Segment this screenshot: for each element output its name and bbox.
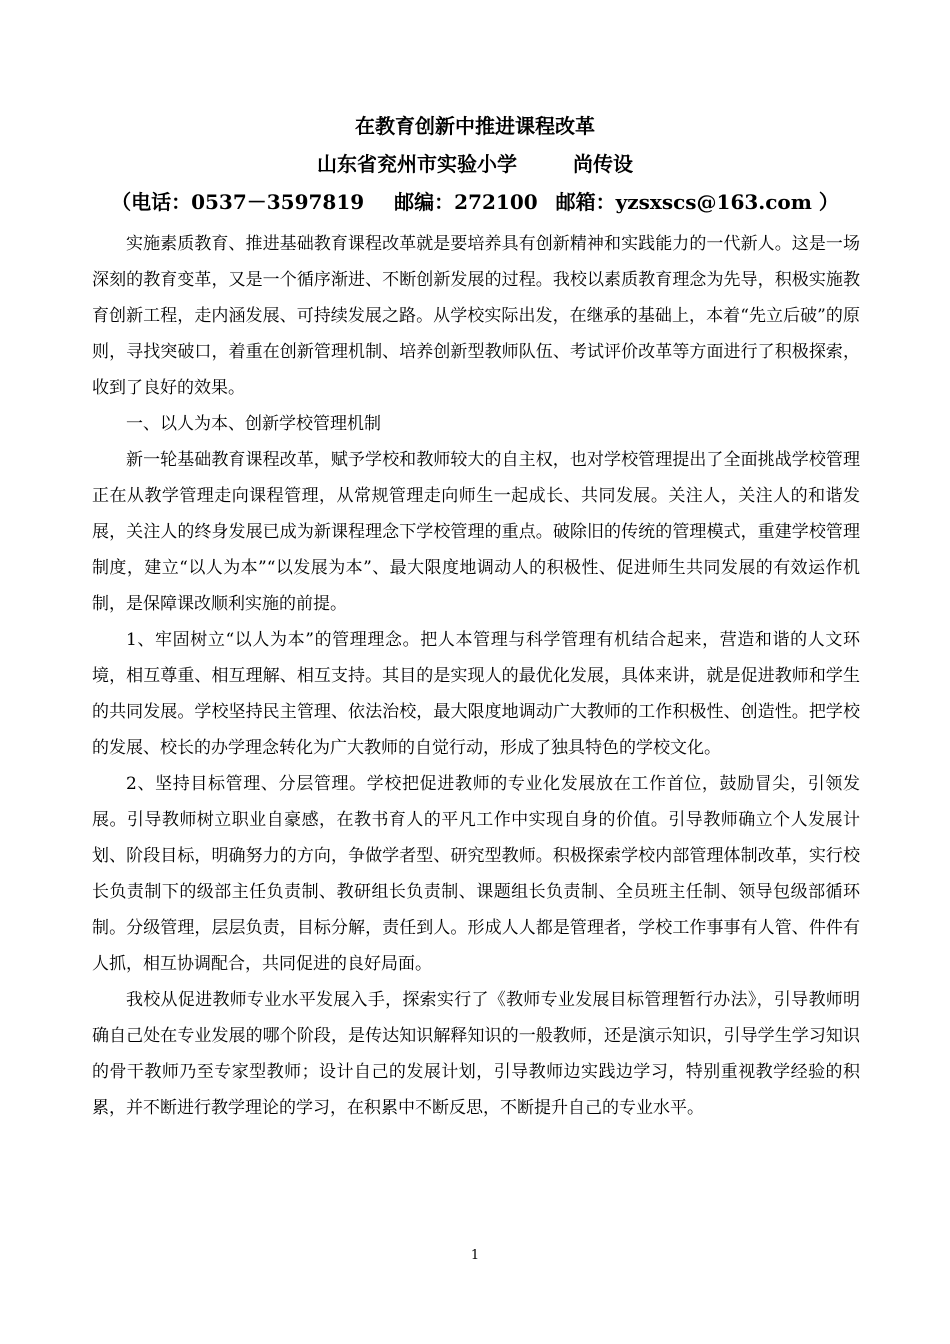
paragraph: 我校从促进教师专业水平发展入手，探索实行了《教师专业发展目标管理暂行办法》，引导教师明确自己处在专业发展的哪个阶段，是传达知识解释知识的一般教师，还是演示知识，引导学生学习知识的骨干教师乃至专家型教师；设计自己的发展计划，引导教师边实践边学习，特别重视教学经验的积累，并不断进行教学理论的学习，在积累中不断反思，不断提升自己的专业水平。 [92,990,860,1118]
contact-postcode: 邮编：272100 [394,190,538,214]
document-title: 在教育创新中推进课程改革 [355,114,595,138]
author-name: 尚传设 [573,152,633,176]
page-number: 1 [470,1248,480,1263]
contact-email: 邮箱：yzsxscs@163.com ） [555,190,839,214]
contact-open: （ [111,190,132,214]
section-heading-1: 一、以人为本、创新学校管理机制 [126,414,381,434]
paragraph: 1、牢固树立“以人为本”的管理理念。把人本管理与科学管理有机结合起来，营造和谐的人文环境，相互尊重、相互理解、相互支持。其目的是实现人的最优化发展，具体来讲，就是促进教师和学生的共同发展。学校坚持民主管理、依法治校，最大限度地调动广大教师的工作积极性、创造性。把学校的发展、校长的办学理念转化为广大教师的自觉行动，形成了独具特色的学校文化。 [92,630,860,758]
paragraph: 2、坚持目标管理、分层管理。学校把促进教师的专业化发展放在工作首位，鼓励冒尖，引领发展。引导教师树立职业自豪感，在教书育人的平凡工作中实现自身的价值。引导教师确立个人发展计划、阶段目标，明确努力的方向，争做学者型、研究型教师。积极探索学校内部管理体制改革，实行校长负责制下的级部主任负责制、教研组长负责制、课题组长负责制、全员班主任制、领导包级部循环制。分级管理，层层负责，目标分解，责任到人。形成人人都是管理者，学校工作事事有人管、件件有人抓，相互协调配合，共同促进的良好局面。 [92,774,860,974]
paragraph-intro: 实施素质教育、推进基础教育课程改革就是要培养具有创新精神和实践能力的一代新人。这是一场深刻的教育变革，又是一个循序渐进、不断创新发展的过程。我校以素质教育理念为先导，积极实施教育创新工程，走内涵发展、可持续发展之路。从学校实际出发，在继承的基础上，本着“先立后破”的原则，寻找突破口，着重在创新管理机制、培养创新型教师队伍、考试评价改革等方面进行了积极探索，收到了良好的效果。 [92,234,860,398]
contact-line [0,186,950,215]
author-line [0,148,950,177]
paragraph: 新一轮基础教育课程改革，赋予学校和教师较大的自主权，也对学校管理提出了全面挑战学校管理正在从教学管理走向课程管理，从常规管理走向师生一起成长、共同发展。关注人，关注人的和谐发展，关注人的终身发展已成为新课程理念下学校管理的重点。破除旧的传统的管理模式，重建学校管理制度，建立“以人为本”“以发展为本”、最大限度地调动人的积极性、促进师生共同发展的有效运作机制，是保障课改顺利实施的前提。 [92,450,860,614]
author-school: 山东省兖州市实验小学 [317,152,517,176]
contact-phone: 电话：0537－3597819 [131,190,365,214]
document-body [92,226,860,1126]
